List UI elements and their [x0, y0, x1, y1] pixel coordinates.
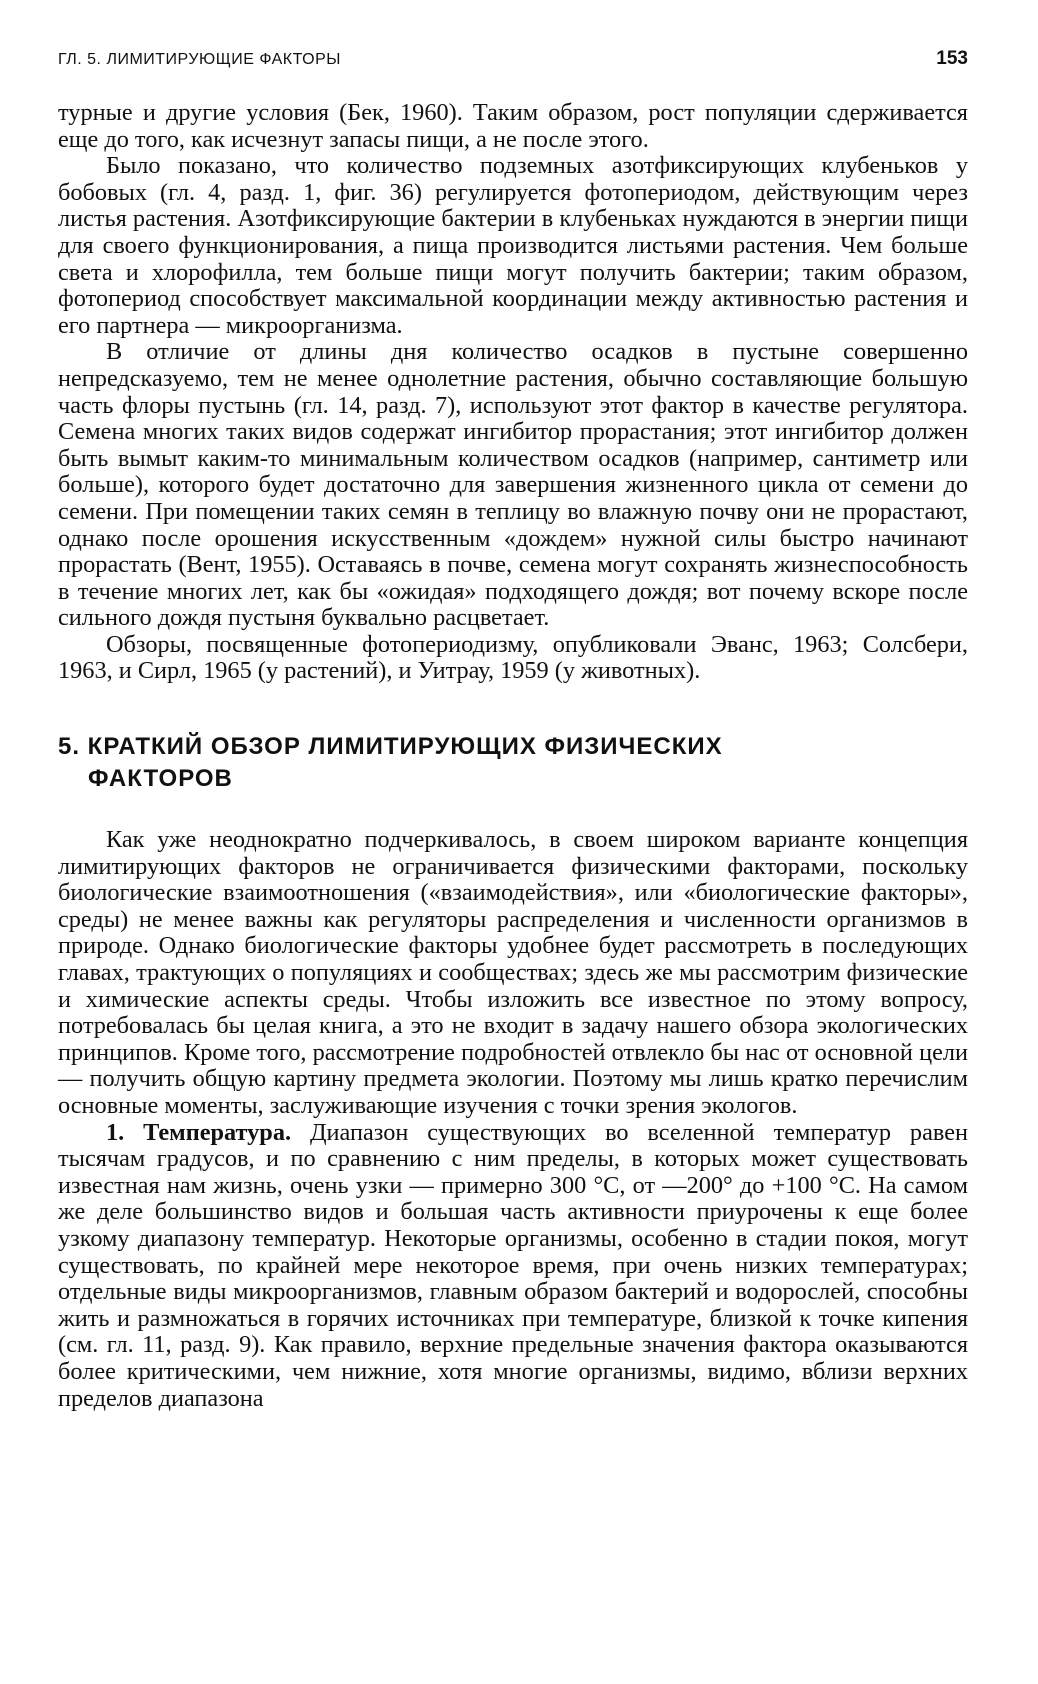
paragraph-nodules: Было показано, что количество подземных азотфиксирующих клубеньков у бобовых (гл. 4, разд. 1, фиг. 36) регулируется фотопериодом, действующим через листья растения. Азотфиксирующие бактерии в клубеньках нуждаются в энергии пищи для своего функционирования, а пища производится листьями растения. Чем больше света и хлорофилла, тем больше пищи могут получить бактерии; таким образом, фотопериод способствует максимальной координации между активностью растения и его партнера — микроорганизма. [58, 152, 968, 339]
page-number: 153 [936, 48, 968, 69]
paragraph-desert-rain: В отличие от длины дня количество осадков в пустыне совершенно непредсказуемо, тем не менее однолетние растения, обычно составляющие большую часть флоры пустынь (гл. 14, разд. 7), используют этот фактор в качестве регулятора. Семена многих таких видов содержат ингибитор прорастания; этот ингибитор должен быть вымыт каким-то минимальным количеством осадков (например, сантиметр или больше), которого будет достаточно для завершения жизненного цикла от семени до семени. При помещении таких семян в теплицу во влажную почву они не прорастают, однако после орошения искусственным «дождем» нужной силы быстро начинают прорастать (Вент, 1955). Оставаясь в почве, семена могут сохранять жизнеспособность в течение многих лет, как бы «ожидая» подходящего дождя; вот почему вскоре после сильного дождя пустыня буквально расцветает. [58, 338, 968, 632]
paragraph-section-intro: Как уже неоднократно подчеркивалось, в своем широком варианте концепция лимитирующих факторов не ограничивается физическими факторами, поскольку биологические взаимоотношения («взаимодействия», или «биологические факторы», среды) не менее важны как регуляторы распределения и численности организмов в природе. Однако биологические факторы удобнее будет рассмотреть в последующих главах, трактующих о популяциях и сообществах; здесь же мы рассмотрим физические и химические аспекты среды. Чтобы изложить все известное по этому вопросу, потребовалась бы целая книга, а это не входит в задачу нашего обзора экологических принципов. Кроме того, рассмотрение подробностей отвлекло бы нас от основной цели — получить общую картину предмета экологии. Поэтому мы лишь кратко перечислим основные моменты, заслуживающие изучения с точки зрения экологов. [58, 826, 968, 1119]
temperature-lead: 1. Температура. [106, 1118, 292, 1146]
chapter-running-title: ГЛ. 5. ЛИМИТИРУЮЩИЕ ФАКТОРЫ [58, 51, 341, 68]
paragraph-reviews: Обзоры, посвященные фотопериодизму, опубликовали Эванс, 1963; Солсбери, 1963, и Сирл, 1965 (у растений), и Уитрау, 1959 (у животных). [58, 630, 968, 685]
temperature-text: Диапазон существующих во вселенной температур равен тысячам градусов, и по сравнению с ним пределы, в которых может существовать известная нам жизнь, очень узки — примерно 300 °С, от —200° до +100 °С. На самом же деле большинство видов и большая часть активности приурочены к еще более узкому диапазону температур. Некоторые организмы, особенно в стадии покоя, могут существовать, по крайней мере некоторое время, при очень низких температурах; отдельные виды микроорганизмов, главным образом бактерий и водорослей, способны жить и размножаться в горячих источниках при температуре, близкой к точке кипения (см. гл. 11, разд. 9). Как правило, верхние предельные значения фактора оказываются более критическими, чем нижние, хотя многие организмы, видимо, вблизи верхних пределов диапазона [58, 1118, 968, 1412]
paragraph-continuation: турные и другие условия (Бек, 1960). Таким образом, рост популяции сдерживается еще до того, как исчезнут запасы пищи, а не после этого. [58, 99, 968, 153]
book-page [58, 48, 968, 1412]
section-heading: 5. КРАТКИЙ ОБЗОР ЛИМИТИРУЮЩИХ ФИЗИЧЕСКИХ ФАКТОРОВ [58, 733, 723, 793]
section-body [58, 827, 968, 1412]
paragraph-temperature [58, 1120, 968, 1413]
running-header [58, 48, 968, 78]
